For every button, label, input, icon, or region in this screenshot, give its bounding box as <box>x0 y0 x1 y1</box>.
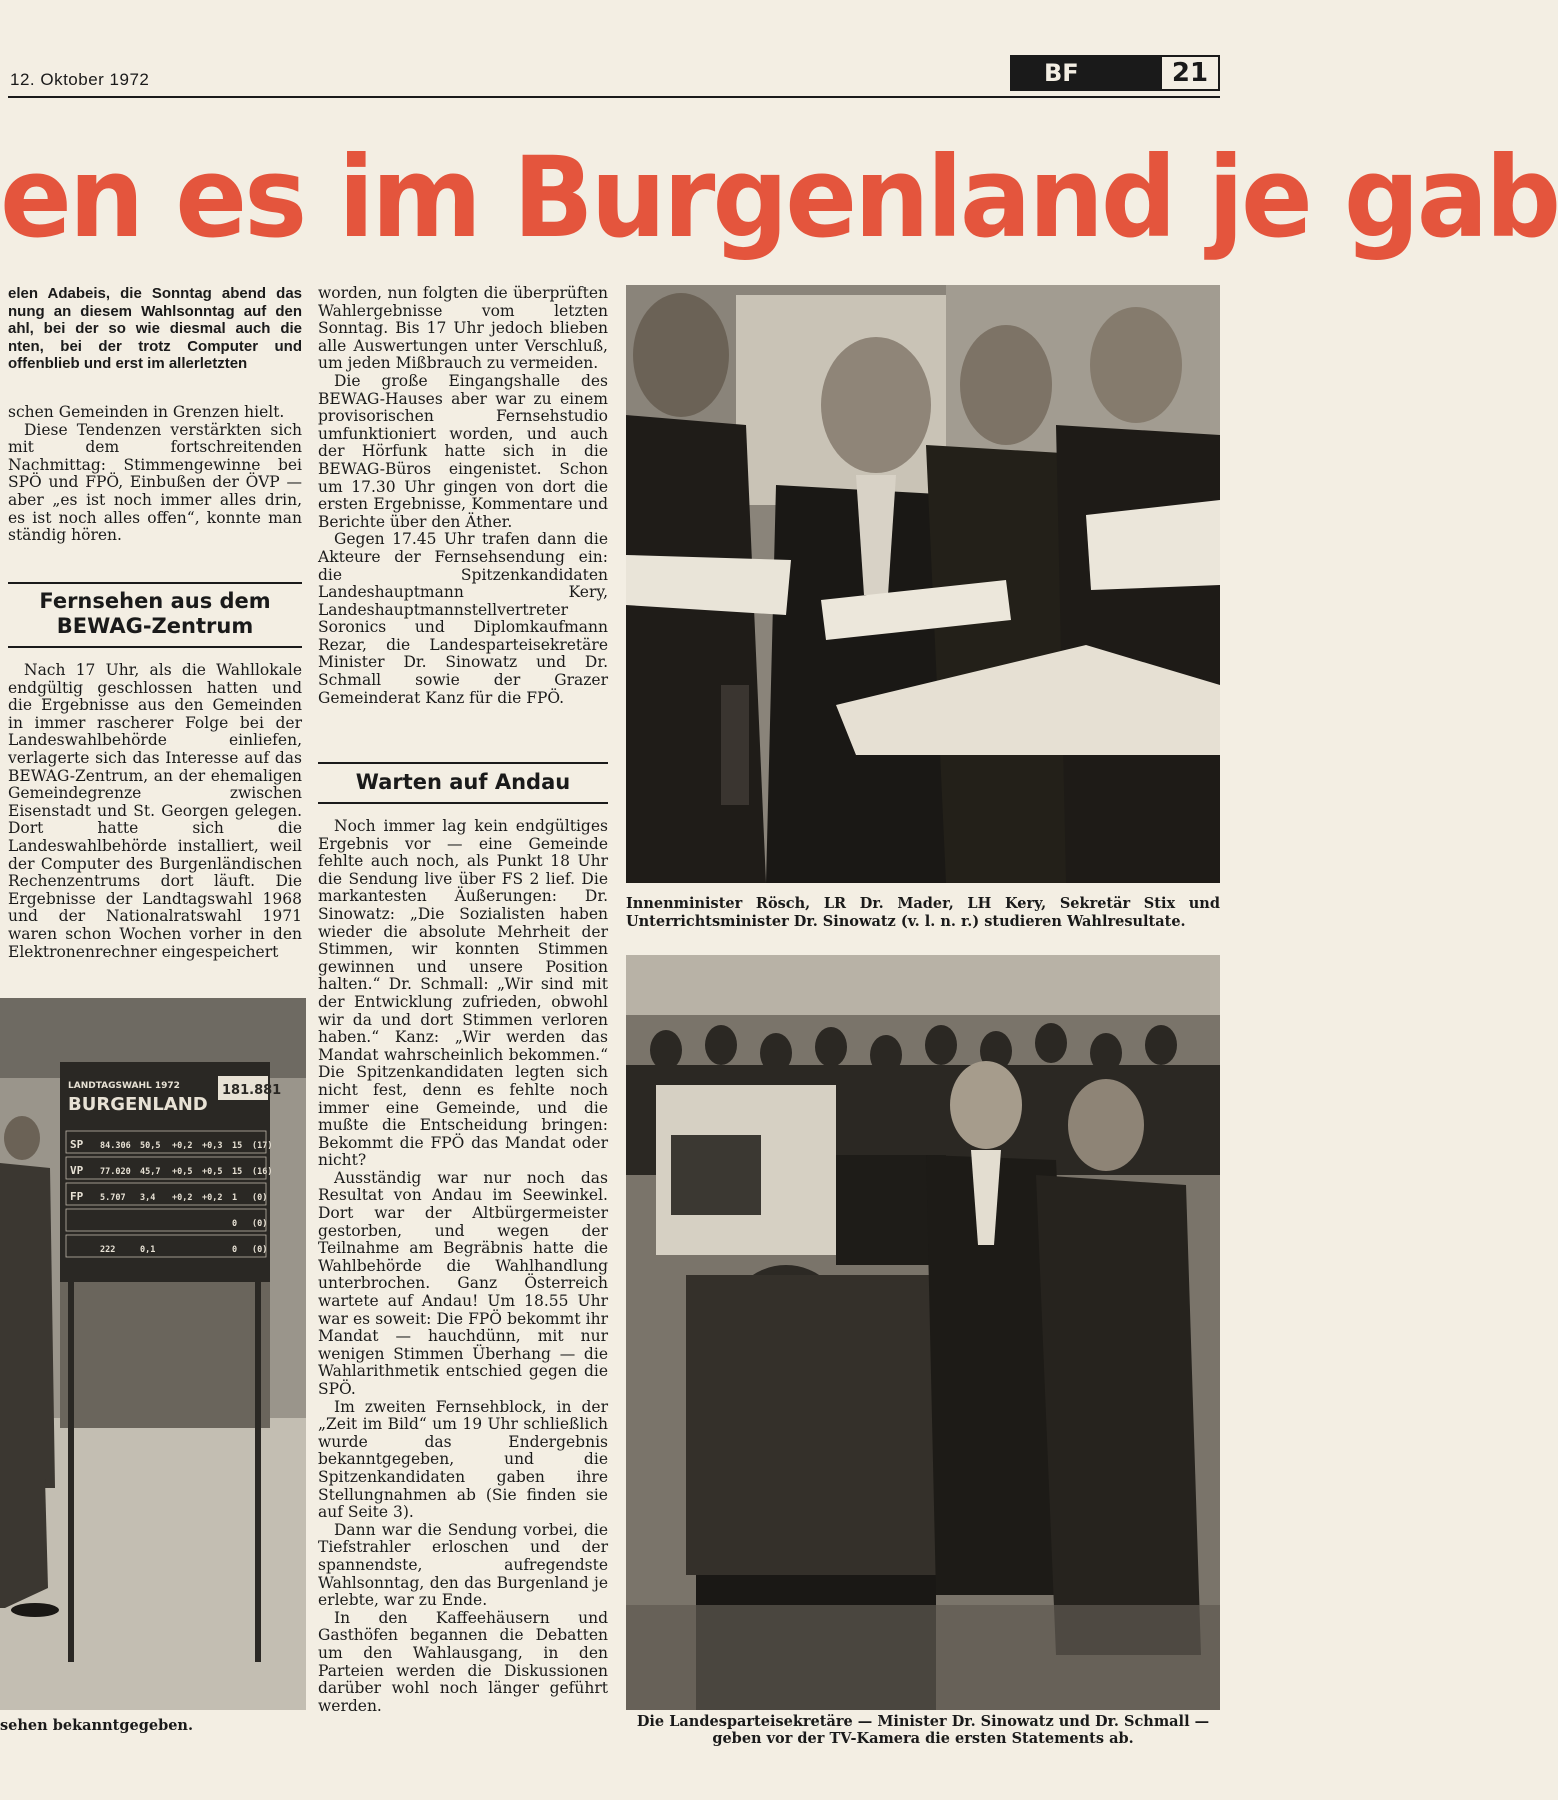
board-cell: (16) <box>252 1167 273 1177</box>
paragraph: Noch immer lag kein endgültiges Ergebnis vor — eine Gemeinde fehlte auch noch, als Punkt 18 Uhr die Sendung live über FS 2 lief. Die markantesten Äußerungen: Dr. Sinowatz: „Die Sozialisten haben wieder die absolute Mehrheit der Stimmen, wir konnten Stimmen gewinnen und unsere Position halten.“ Dr. Schmall: „Wir sind mit der Entwicklung zufrieden, obwohl wir da und dort Stimmen verloren haben.“ Kanz: „Wir werden das Mandat wahrscheinlich bekommen.“ Die Spitzenkandidaten legten sich nicht fest, denn es fehlte noch immer eine Gemeinde, und die mußte die Entscheidung bringen: Bekommt die FPÖ das Mandat oder nicht? <box>318 817 608 1170</box>
issue-date: 12. Oktober 1972 <box>10 70 150 89</box>
header-rule <box>8 96 1220 98</box>
board-cell: +0,2 <box>202 1193 223 1203</box>
board-cell: FP <box>70 1190 84 1203</box>
board-cell: (0) <box>252 1219 268 1229</box>
board-cell: 84.306 <box>100 1141 131 1151</box>
caption-line: Die Landesparteisekretäre — Minister Dr. Sinowatz und Dr. Schmall — <box>636 1713 1210 1730</box>
board-cell: (17) <box>252 1141 273 1151</box>
board-cell: 15 <box>232 1141 243 1151</box>
column-2-top <box>318 285 608 707</box>
board-cell: +0,5 <box>202 1167 223 1177</box>
caption-board-photo: sehen bekanntgegeben. <box>0 1717 194 1734</box>
board-cell: (0) <box>252 1245 268 1255</box>
board-cell: +0,5 <box>172 1167 193 1177</box>
board-cell: 45,7 <box>140 1167 161 1177</box>
section-label: BF <box>1010 55 1160 91</box>
caption-line: geben vor der TV-Kamera die ersten Statements ab. <box>712 1730 1134 1747</box>
lead-paragraph <box>8 285 302 373</box>
board-cell: SP <box>70 1138 84 1151</box>
paragraph: Nach 17 Uhr, als die Wahllokale endgültig geschlossen hatten und die Ergebnisse aus den Gemeinden in immer rascherer Folge bei der Landeswahlbehörde einliefen, verlagerte sich das Interesse auf das BEWAG-Zentrum, an der ehemaligen Gemeindegrenze zwischen Eisenstadt und St. Georgen gelegen. Dort hatte sich die Landeswahlbehörde installiert, weil der Computer des Burgenländischen Rechenzentrums dort läuft. Die Ergebnisse der Landtagswahl 1968 und der Nationalratswahl 1971 waren schon Wochen vorher in den Elektronenrechner eingespeichert <box>8 661 302 961</box>
paragraph: Diese Tendenzen verstärkten sich mit dem fortschreitenden Nachmittag: Stimmengewinne bei SPÖ und FPÖ, Einbußen der ÖVP — aber „es ist noch immer alles drin, es ist noch alles offen“, konnte man ständig hören. <box>8 420 302 545</box>
board-title-small: LANDTAGSWAHL 1972 <box>68 1081 180 1091</box>
paragraph: Ausständig war nur noch das Resultat von Andau im Seewinkel. Dort war der Altbürgermeister gestorben, und wegen der Teilnahme am Begräbnis hatte die Wahlbehörde die Wahlhandlung unterbrochen. Ganz Österreich wartete auf Andau! Um 18.55 Uhr war es soweit: Die FPÖ bekommt ihr Mandat — hauchdünn, mit nur wenigen Stimmen Überhang — die Wahlarithmetik entschied gegen die SPÖ. <box>318 1168 608 1398</box>
board-cell: 0,1 <box>140 1245 156 1255</box>
photo-tv-camera <box>626 955 1220 1710</box>
subhead-andau: Warten auf Andau <box>355 770 571 794</box>
board-cell: VP <box>70 1164 84 1177</box>
board-title-big: BURGENLAND <box>68 1094 208 1115</box>
paragraph: In den Kaffeehäusern und Gasthöfen begannen die Debatten um den Wahlausgang, in den Parteien werden die Diskussionen darüber wohl noch länger geführt werden. <box>318 1608 608 1715</box>
board-cell: (0) <box>252 1193 268 1203</box>
column-1-top <box>8 404 302 545</box>
board-cell: 77.020 <box>100 1167 131 1177</box>
paragraph: Dann war die Sendung vorbei, die Tiefstrahler erloschen und der spannendste, aufregendste Wahlsonntag, den das Burgenland je erlebte, war zu Ende. <box>318 1520 608 1610</box>
photo-results-board <box>0 998 306 1710</box>
paragraph: Die große Eingangshalle des BEWAG-Hauses aber war zu einem provisorischen Fernsehstudio umfunktioniert worden, und auch der Hörfunk hatte sich in die BEWAG-Büros eingenistet. Schon um 17.30 Uhr gingen von dort die ersten Ergebnisse, Kommentare und Berichte über den Äther. <box>318 371 608 531</box>
caption-bottom-photo <box>626 1713 1220 1747</box>
board-cell: 222 <box>100 1245 116 1255</box>
board-total: 181.881 <box>222 1083 282 1098</box>
board-cell: 0 <box>232 1219 238 1229</box>
paragraph: schen Gemeinden in Grenzen hielt. <box>8 403 285 421</box>
subhead-rule-bottom <box>8 646 302 648</box>
subhead-rule-top <box>8 582 302 584</box>
board-cell: 50,5 <box>140 1141 161 1151</box>
board-cell: +0,2 <box>172 1141 193 1151</box>
board-cell: 5.707 <box>100 1193 126 1203</box>
column-2-bottom <box>318 818 608 1715</box>
board-cell: +0,3 <box>202 1141 223 1151</box>
board-cell: 1 <box>232 1193 238 1203</box>
subhead-fernsehen: Fernsehen aus dem BEWAG-Zentrum <box>39 589 271 638</box>
subhead-rule-bottom <box>318 802 608 804</box>
column-1-bottom <box>8 662 302 961</box>
lead-text: elen Adabeis, die Sonntag abend das nung an diesem Wahlsonntag auf den ahl, bei der so wie diesmal auch die nten, bei der trotz Computer und offenblieb und erst im allerletzten <box>8 285 302 373</box>
page-number: 21 <box>1160 55 1220 91</box>
headline: en es im Burgenland je gab <box>0 133 1558 263</box>
board-cell: +0,2 <box>172 1193 193 1203</box>
board-cell: 3,4 <box>140 1193 156 1203</box>
paragraph: Im zweiten Fernsehblock, in der „Zeit im Bild“ um 19 Uhr schließlich wurde das Endergebnis bekanntgegeben, und die Spitzenkandidaten gaben ihre Stellungnahmen ab (Sie finden sie auf Seite 3). <box>318 1397 608 1522</box>
caption-top-photo: Innenminister Rösch, LR Dr. Mader, LH Kery, Sekretär Stix und Unterrichtsminister Dr. Sinowatz (v. l. n. r.) studieren Wahlresultate. <box>626 895 1220 930</box>
board-cell: 0 <box>232 1245 238 1255</box>
board-cell: 15 <box>232 1167 243 1177</box>
subhead-rule-top <box>318 762 608 764</box>
paragraph: worden, nun folgten die überprüften Wahlergebnisse vom letzten Sonntag. Bis 17 Uhr jedoch blieben alle Auswertungen unter Verschluß, um jeden Mißbrauch zu vermeiden. <box>318 284 608 373</box>
photo-officials-reading <box>626 285 1220 883</box>
paragraph: Gegen 17.45 Uhr trafen dann die Akteure der Fernsehsendung ein: die Spitzenkandidaten Landeshauptmann Kery, Landeshauptmannstellvertreter Soronics und Diplomkaufmann Rezar, die Landesparteisekretäre Minister Dr. Sinowatz und Dr. Schmall sowie der Grazer Gemeinderat Kanz für die FPÖ. <box>318 530 608 707</box>
